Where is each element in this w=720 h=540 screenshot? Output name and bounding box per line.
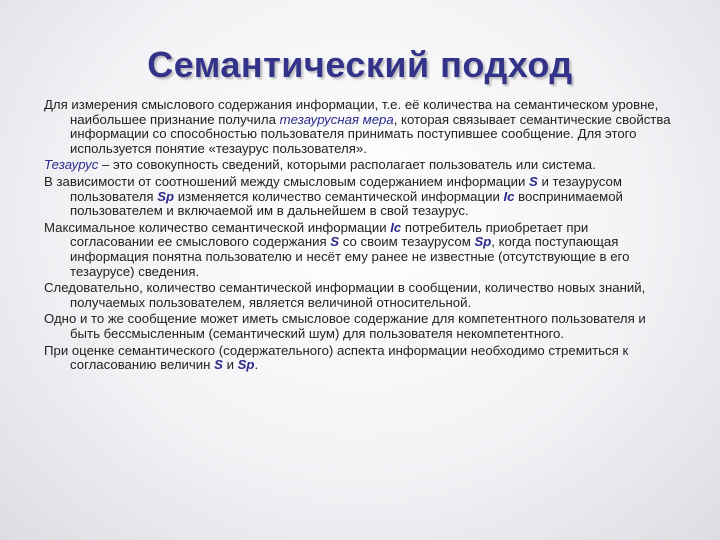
text-run: Максимальное количество семантической информации [44,219,391,235]
paragraph [44,98,672,156]
text-run: и тезаурусом пользователя [70,173,622,204]
text-run: воспринимаемой пользователем и включаемой им в дальнейшем в свой тезаурус. [70,188,623,219]
paragraph [44,344,672,373]
text-run: Следовательно, количество семантической информации в сообщении, количество новых знаний, получаемых пользователем, является величиной относительной. [44,280,646,310]
slide-body [44,98,672,375]
text-run: Для измерения смыслового содержания информации, т.е. её количества на семантическом уровне, наибольшее признание получила [44,97,659,127]
symbol: S [529,173,538,189]
text-run: изменяется количество семантической информации [174,188,504,204]
text-run: со своим тезаурусом [339,234,475,250]
paragraph [44,312,672,341]
term-highlight: Тезаурус [44,157,99,173]
symbol: Ic [390,219,402,235]
text-run: – это совокупность сведений, которыми располагает пользователь или система. [98,157,596,173]
text-run: Одно и то же сообщение может иметь смысловое содержание для компетентного пользователя и быть бессмысленным (семантический шум) для пользователя некомпетентного. [44,311,646,341]
symbol: Ic [503,188,515,204]
symbol: Sp [157,188,175,204]
text-run: и [222,357,238,373]
symbol: Sp [237,357,255,373]
symbol: S [214,357,223,373]
text-run: . [254,357,259,373]
symbol: S [330,234,340,250]
symbol: Sp [474,234,492,250]
text-run: При оценке семантического (содержательного) аспекта информации необходимо стремиться к согласованию величин [44,342,629,373]
paragraph [44,281,672,310]
term-highlight: тезаурусная мера [279,111,394,127]
text-run: , когда поступающая информация понятна пользователю и несёт ему ранее не известные (отсутствующие в его тезаурусе) сведения. [70,234,630,279]
paragraph [44,175,672,219]
slide-title: Семантический подход [147,44,573,85]
paragraph [44,221,672,279]
paragraph [44,158,672,173]
text-run: , которая связывает семантические свойства информации со способностью пользователя принимать поступившее сообщение. Для этого используется понятие «тезаурус пользователя». [70,111,671,156]
text-run: потребитель приобретает при согласовании ее смыслового содержания [70,219,589,250]
text-run: В зависимости от соотношений между смысловым содержанием информации [44,173,530,189]
